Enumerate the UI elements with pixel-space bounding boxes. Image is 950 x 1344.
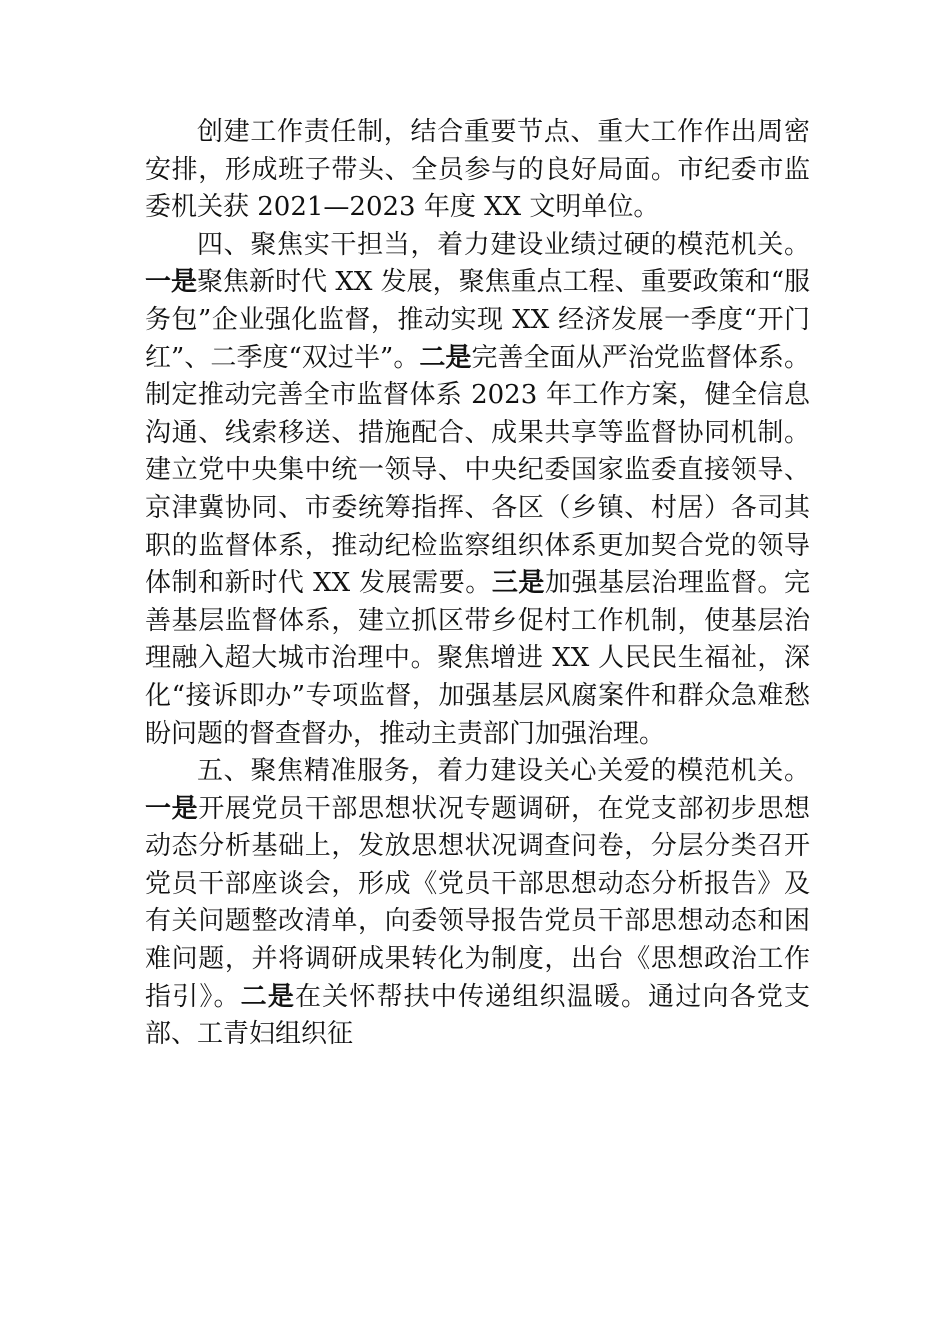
text-run: 完善全面从严治党监督体系。制定推动完善全市监督体系 2023 年工作方案，健全信息沟通、线索移送、措施配合、成果共享等监督协同机制。建立党中央集中统一领导、中央纪委国家监委直接领导、京津冀协同、市委统筹指挥、各区（乡镇、村居）各司其职的监督体系，推动纪检监察组织体系更加契合党的领导体制和新时代 XX 发展需要。 [145,342,810,599]
text-run: 四、聚焦实干担当，着力建设业绩过硬的模范机关。 [197,229,810,260]
text-run: 开展党员干部思想状况专题调研，在党支部初步思想动态分析基础上，发放思想状况调查问卷，分层分类召开党员干部座谈会，形成《党员干部思想动态分析报告》及有关问题整改清单，向委领导报告党员干部思想动态和困难问题，并将调研成果转化为制度，出台《思想政治工作指引》。 [145,793,810,1012]
paragraph-3 [145,753,810,1054]
bold-run: 一是 [145,267,198,298]
paragraph-1 [145,114,810,227]
bold-run: 二是 [240,981,296,1012]
text-run: 加强基层治理监督。完善基层监督体系，建立抓区带乡促村工作机制，使基层治理融入超大城市治理中。聚焦增进 XX 人民民生福祉，深化“接诉即办”专项监督，加强基层风腐案件和群众急难愁盼问题的督查督办，推动主责部门加强治理。 [145,568,810,749]
text-run: 创建工作责任制，结合重要节点、重大工作作出周密安排，形成班子带头、全员参与的良好局面。市纪委市监委机关获 2021—2023 年度 XX 文明单位。 [145,117,810,223]
bold-run: 三是 [491,568,545,599]
paragraph-2 [145,227,810,753]
text-run: 五、聚焦精准服务，着力建设关心关爱的模范机关。 [197,756,810,787]
bold-run: 二是 [419,342,472,373]
bold-run: 一是 [145,793,199,824]
document-page [145,114,810,1054]
text-run: 聚焦新时代 XX 发展，聚焦重点工程、重要政策和“服务包”企业强化监督，推动实现 XX 经济发展一季度“开门红”、二季度“双过半”。 [145,267,810,373]
text-run: 在关怀帮扶中传递组织温暖。通过向各党支部、工青妇组织征 [145,981,810,1050]
